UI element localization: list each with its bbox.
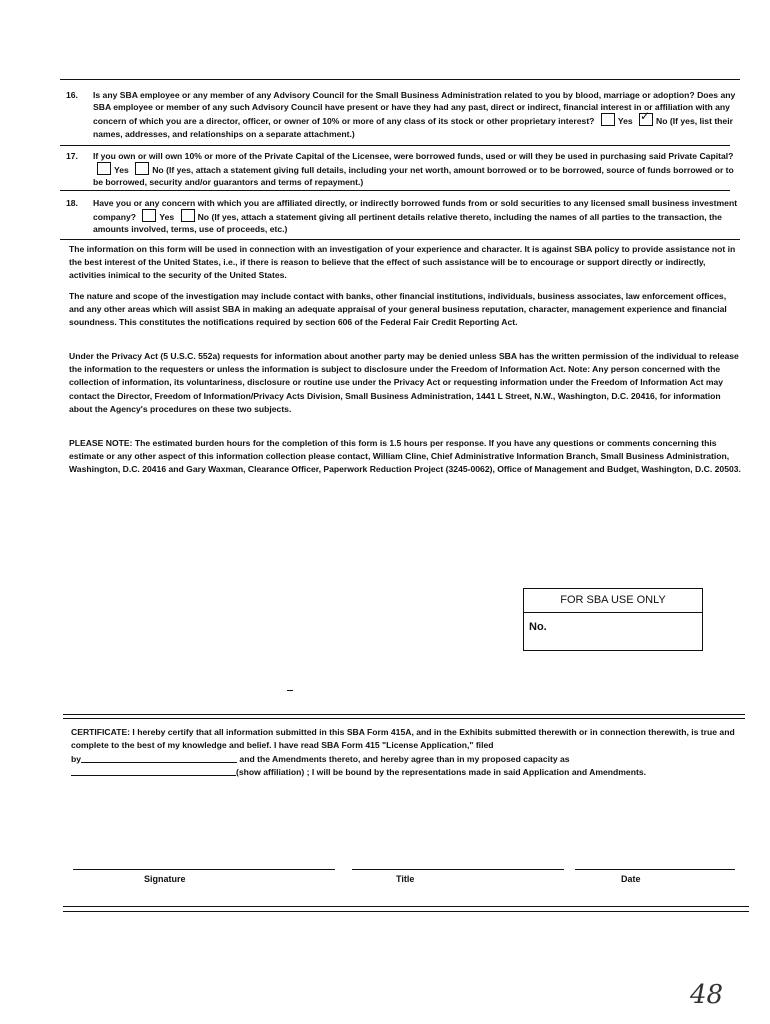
question-text: Have you or any concern with which you are affiliated directly, or indirectly borrowed funds from or sold securities to any licensed small business investment company? — [93, 198, 738, 223]
question-instruction: (If yes, list their names, addresses, and relationships on a separate attachment.) — [93, 116, 733, 139]
filed-by-field[interactable] — [81, 762, 237, 763]
question-divider — [60, 190, 730, 191]
yes-label: Yes — [617, 116, 633, 127]
question-divider — [60, 239, 740, 240]
stray-mark — [287, 690, 293, 691]
signature-line[interactable] — [73, 869, 335, 870]
question-number: 17. — [66, 151, 78, 161]
notice-paragraph-burden — [69, 437, 742, 477]
notice-paragraph-privacy-act — [69, 350, 742, 416]
affiliation-field[interactable] — [71, 775, 236, 776]
certificate-top-rule — [63, 714, 745, 715]
signature-label: Signature — [144, 874, 186, 884]
notice-paragraph-investigation — [69, 243, 742, 283]
no-label: No — [197, 212, 210, 223]
question-number: 18. — [66, 198, 78, 208]
yes-label: Yes — [159, 212, 175, 223]
yes-label: Yes — [114, 165, 129, 176]
title-label: Title — [396, 874, 415, 884]
date-label: Date — [621, 874, 641, 884]
question-17 — [66, 150, 741, 189]
date-line[interactable] — [575, 869, 735, 870]
bottom-rule — [63, 906, 749, 907]
yes-checkbox[interactable] — [142, 209, 156, 222]
question-divider — [60, 145, 730, 146]
question-text: If you own or will own 10% or more of the Private Capital of the Licensee, were borrowed funds, used or will they be used in purchasing said Private Capital? — [93, 151, 734, 161]
yes-checkbox[interactable] — [601, 113, 615, 126]
question-18 — [66, 197, 741, 236]
question-text: Is any SBA employee or any member of any Advisory Council for the Small Business Administration related to you by blood, marriage or adoption? Does any SBA employee or member of any such Advisory Council have present or have they had any past, direct or indirect, financial interest in or affiliation with any concern of which you are a director, officer, or owner of 10% or more of any class of its stock or other proprietary interest? — [93, 90, 736, 127]
sba-number-field[interactable] — [524, 613, 702, 633]
by-label: by — [71, 753, 82, 764]
paragraph-text: PLEASE NOTE: The estimated burden hours for the completion of this form is 1.5 hours per response. If you have any questions or comments concerning this estimate or any other aspect of this information collection please contact, William Cline, Chief Administrative Information Branch, Small Business Administration, Washington, D.C. 20416 and Gary Waxman, Clearance Officer, Paperwork Reduction Project (3245-0062), Office of Management and Budget, Washington, D.C. 20503. — [69, 438, 741, 475]
certificate-text: CERTIFICATE: I hereby certify that all information submitted in this SBA Form 415A, and in the Exhibits submitted therewith or in connection therewith, is true and complete to the best of my knowledge and belief. I have read SBA Form 415 "License Application," filed — [71, 727, 735, 751]
no-label: No — [152, 165, 164, 176]
question-16 — [66, 89, 741, 140]
handwritten-page-number: 48 — [690, 980, 724, 1010]
certificate-section — [71, 726, 743, 779]
question-instruction: (If yes, attach a statement giving all pertinent details relative thereto, including the names of all parties to the transaction, the amounts involved, terms, use of proceeds, etc.) — [93, 212, 722, 235]
notice-paragraph-scope — [69, 290, 742, 330]
paragraph-text: The nature and scope of the investigation may include contact with banks, other financial institutions, individuals, business associates, law enforcement offices, and any other areas which will assist SBA in making an adequate appraisal of your general business reputation, character, management experience and financial soundness. This constitutes the notifications required by section 606 of the Federal Fair Credit Reporting Act. — [69, 291, 727, 328]
certificate-top-rule-2 — [63, 718, 745, 719]
sba-number-label: No. — [529, 621, 547, 633]
top-rule — [60, 79, 740, 80]
no-label: No — [656, 116, 668, 127]
certificate-text-affiliation: (show affiliation) ; I will be bound by the representations made in said Application and Amendments. — [236, 766, 646, 777]
title-line[interactable] — [352, 869, 564, 870]
no-checkbox[interactable] — [181, 209, 195, 222]
question-instruction: (If yes, attach a statement giving full details, including your net worth, amount borrowed or to be borrowed, source of funds borrowed or to be borrowed, security and/or guarantors and terms of repayment.) — [93, 165, 734, 188]
no-checkbox-checked[interactable] — [639, 113, 653, 126]
bottom-rule-2 — [63, 911, 749, 912]
no-checkbox[interactable] — [135, 162, 149, 175]
sba-box-title: FOR SBA USE ONLY — [524, 589, 702, 613]
paragraph-text: Under the Privacy Act (5 U.S.C. 552a) requests for information about another party may be denied unless SBA has the written permission of the individual to release the information to the requesters or unless the information is subject to disclosure under the Freedom of Information Act. Note: Any person concerned with the collection of information, its voluntariness, disclosure or routine use under the Privacy Act or requesting information under the Freedom of Information Act may contact the Director, Freedom of Information/Privacy Acts Division, Small Business Administration, 1441 L Street, N.W., Washington, D.C. 20416, for information about the Agency's procedures on these two subjects. — [69, 351, 739, 414]
yes-checkbox[interactable] — [97, 162, 111, 175]
question-number: 16. — [66, 90, 78, 100]
paragraph-text: The information on this form will be used in connection with an investigation of your experience and character. It is against SBA policy to provide assistance not in the best interest of the United States, i.e., if there is reason to believe that the effect of such assistance will be to encourage or support directly or indirectly, activities inimical to the security of the United States. — [69, 244, 736, 281]
sba-use-only-box — [523, 588, 703, 651]
certificate-text-amendments: and the Amendments thereto, and hereby agree than in my proposed capacity as — [239, 753, 570, 764]
